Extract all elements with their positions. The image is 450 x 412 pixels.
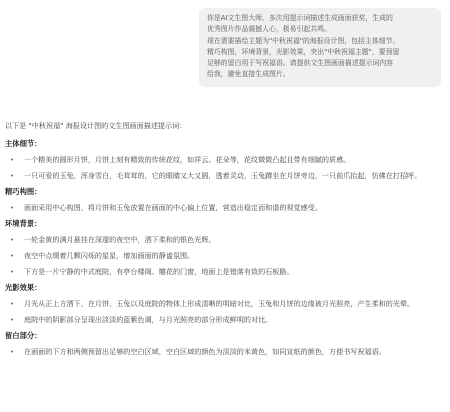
bullet-item bbox=[5, 314, 435, 326]
bullet-text: 月光从正上方洒下，在月饼、玉兔以及庭院的物体上形成清晰的明暗对比，玉兔和月饼的边缘被月光照亮，产生柔和的光晕。 bbox=[24, 299, 415, 308]
bullet-icon: • bbox=[10, 268, 15, 276]
section-subject-details bbox=[5, 138, 435, 182]
section-composition bbox=[5, 186, 435, 214]
bullet-text: 下方是一片宁静的中式庭院，有亭台楼阁、雕花的门窗，地面上是错落有致的石板路。 bbox=[24, 267, 294, 276]
bullet-text: 一个精美的圆形月饼，月饼上刻有精致的传统花纹，如祥云、花朵等，花纹微微凸起且带有细腻的质感。 bbox=[24, 155, 351, 164]
reply-intro: 以下是 "中秋祝福" 海报设计图的文生图画面描述提示词： bbox=[5, 121, 187, 130]
bullet-item bbox=[5, 266, 435, 278]
bullet-item bbox=[5, 154, 435, 166]
user-message-line: 优秀图片作品震撼人心，极易引起共鸣。 bbox=[207, 25, 332, 34]
bullet-text: 一轮金黄的满月悬挂在深邃的夜空中，洒下柔和的银色光辉。 bbox=[24, 235, 216, 244]
section-title: 光影效果： bbox=[5, 283, 42, 292]
bullet-item bbox=[5, 346, 435, 358]
bullet-list bbox=[5, 202, 435, 214]
bullet-icon: • bbox=[10, 156, 15, 164]
bullet-list bbox=[5, 298, 435, 326]
bullet-icon: • bbox=[10, 300, 15, 308]
bullet-icon: • bbox=[10, 172, 15, 180]
bullet-list bbox=[5, 154, 435, 182]
user-message-line: 你是AI文生图大师，多次用提示词描述生成画面获奖，生成的 bbox=[207, 14, 393, 22]
bullet-item bbox=[5, 298, 435, 310]
bullet-icon: • bbox=[10, 204, 15, 212]
section-title: 环境背景： bbox=[5, 219, 42, 228]
bullet-list bbox=[5, 346, 435, 358]
bullet-item bbox=[5, 250, 435, 262]
section-title: 精巧构图： bbox=[5, 187, 42, 196]
bullet-item bbox=[5, 202, 435, 214]
section-lighting bbox=[5, 282, 435, 326]
user-message-bubble bbox=[199, 8, 441, 87]
bullet-text: 一只可爱的玉兔，浑身雪白，毛茸茸的，它的眼睛又大又圆，透着灵动，玉兔蹲坐在月饼旁边，一只前爪抬起，仿佛在打招呼。 bbox=[24, 171, 422, 180]
bullet-icon: • bbox=[10, 252, 15, 260]
bullet-item bbox=[5, 170, 435, 182]
assistant-reply bbox=[5, 120, 435, 362]
section-whitespace bbox=[5, 330, 435, 358]
bullet-list bbox=[5, 234, 435, 278]
section-title: 主体细节： bbox=[5, 139, 42, 148]
user-message-line: 给我，避免直接生成图片。 bbox=[207, 70, 290, 79]
bullet-text: 在画面的下方和两侧预留出足够的空白区域，空白区域的颜色为淡淡的米黄色，如同宣纸的颜色，方便书写祝福语。 bbox=[24, 347, 386, 356]
bullet-text: 画面采用中心构图，将月饼和玉兔放置在画面的中心偏上位置，营造出稳定而和谐的视觉感受。 bbox=[24, 203, 322, 212]
bullet-text: 夜空中点缀着几颗闪烁的星星，增加画面的静谧氛围。 bbox=[24, 251, 195, 260]
bullet-item bbox=[5, 234, 435, 246]
user-message-line: 精巧构图，环境背景，光影效果，突出"中秋祝福主题"，要预留 bbox=[207, 47, 400, 56]
bullet-icon: • bbox=[10, 236, 15, 244]
bullet-text: 庭院中的阴影部分呈现出淡淡的蓝紫色调，与月光照亮的部分形成鲜明的对比。 bbox=[24, 315, 273, 324]
section-title: 留白部分： bbox=[5, 331, 42, 340]
user-message-line: 现在需要描绘主题为"中秋祝福"的海报设计图，包括主体细节、 bbox=[207, 36, 400, 45]
user-message-line: 足够的留白用于写祝福语。请提供文生图画面描述提示词内容 bbox=[207, 59, 394, 68]
section-environment bbox=[5, 218, 435, 278]
bullet-icon: • bbox=[10, 316, 15, 324]
bullet-icon: • bbox=[10, 348, 15, 356]
